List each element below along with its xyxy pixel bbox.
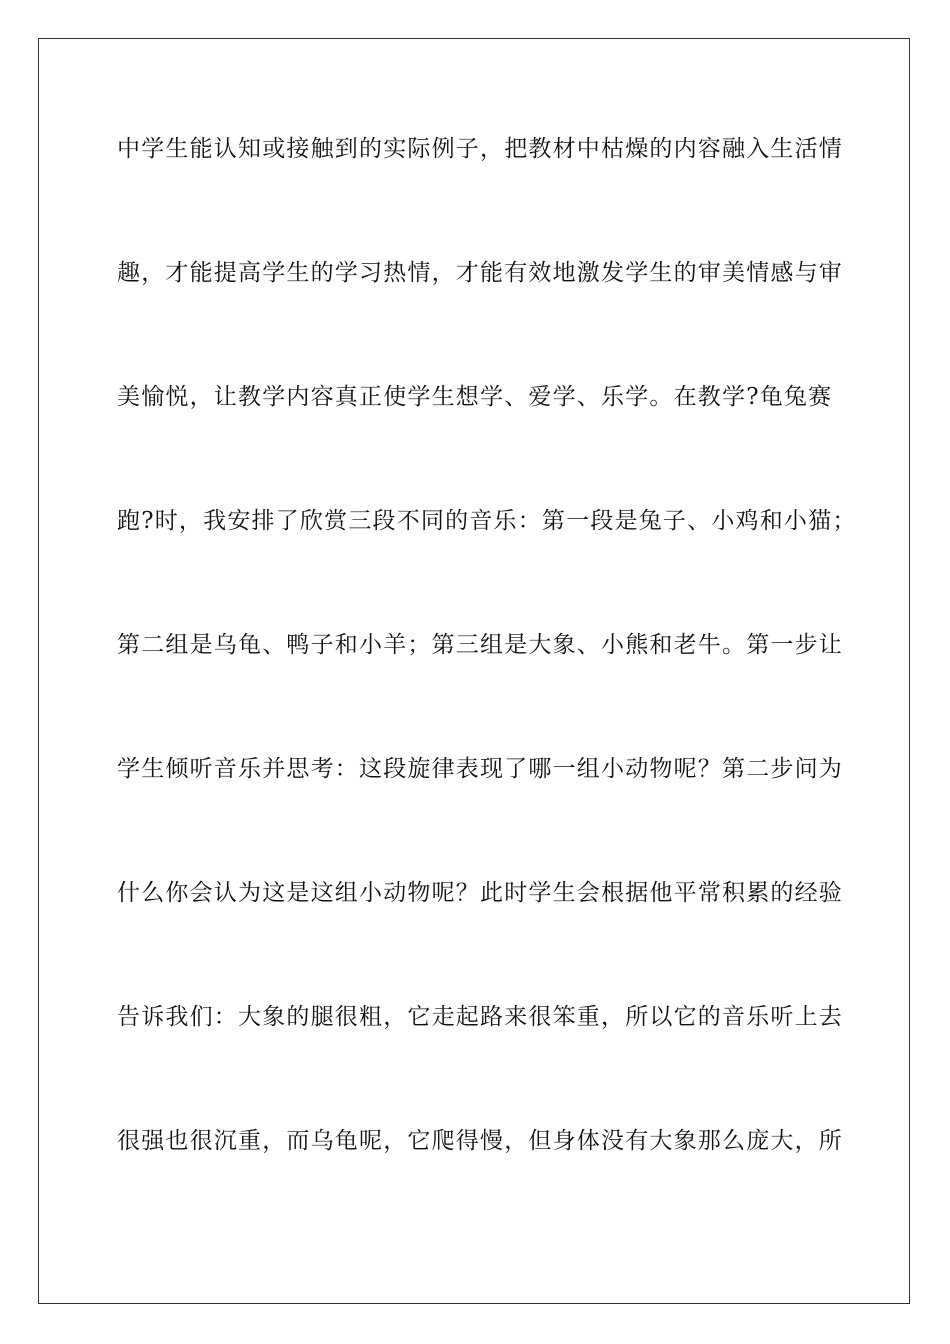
page-border [38,38,910,1304]
text-line-2: 趣，才能提高学生的学习热情，才能有效地激发学生的审美情感与审 [117,260,843,286]
text-line-7: 什么你会认为这是这组小动物呢？此时学生会根据他平常积累的经验 [117,880,843,906]
text-line-8: 告诉我们：大象的腿很粗，它走起路来很笨重，所以它的音乐听上去 [117,1004,843,1030]
text-line-3: 美愉悦，让教学内容真正使学生想学、爱学、乐学。在教学?龟兔赛 [117,384,833,410]
text-line-4: 跑?时，我安排了欣赏三段不同的音乐：第一段是兔子、小鸡和小猫； [117,508,857,534]
text-line-5: 第二组是乌龟、鸭子和小羊；第三组是大象、小熊和老牛。第一步让 [117,632,843,658]
text-line-9: 很强也很沉重，而乌龟呢，它爬得慢，但身体没有大象那么庞大，所 [117,1128,843,1154]
text-line-1: 中学生能认知或接触到的实际例子，把教材中枯燥的内容融入生活情 [117,136,843,162]
text-line-6: 学生倾听音乐并思考：这段旋律表现了哪一组小动物呢？第二步问为 [117,756,843,782]
